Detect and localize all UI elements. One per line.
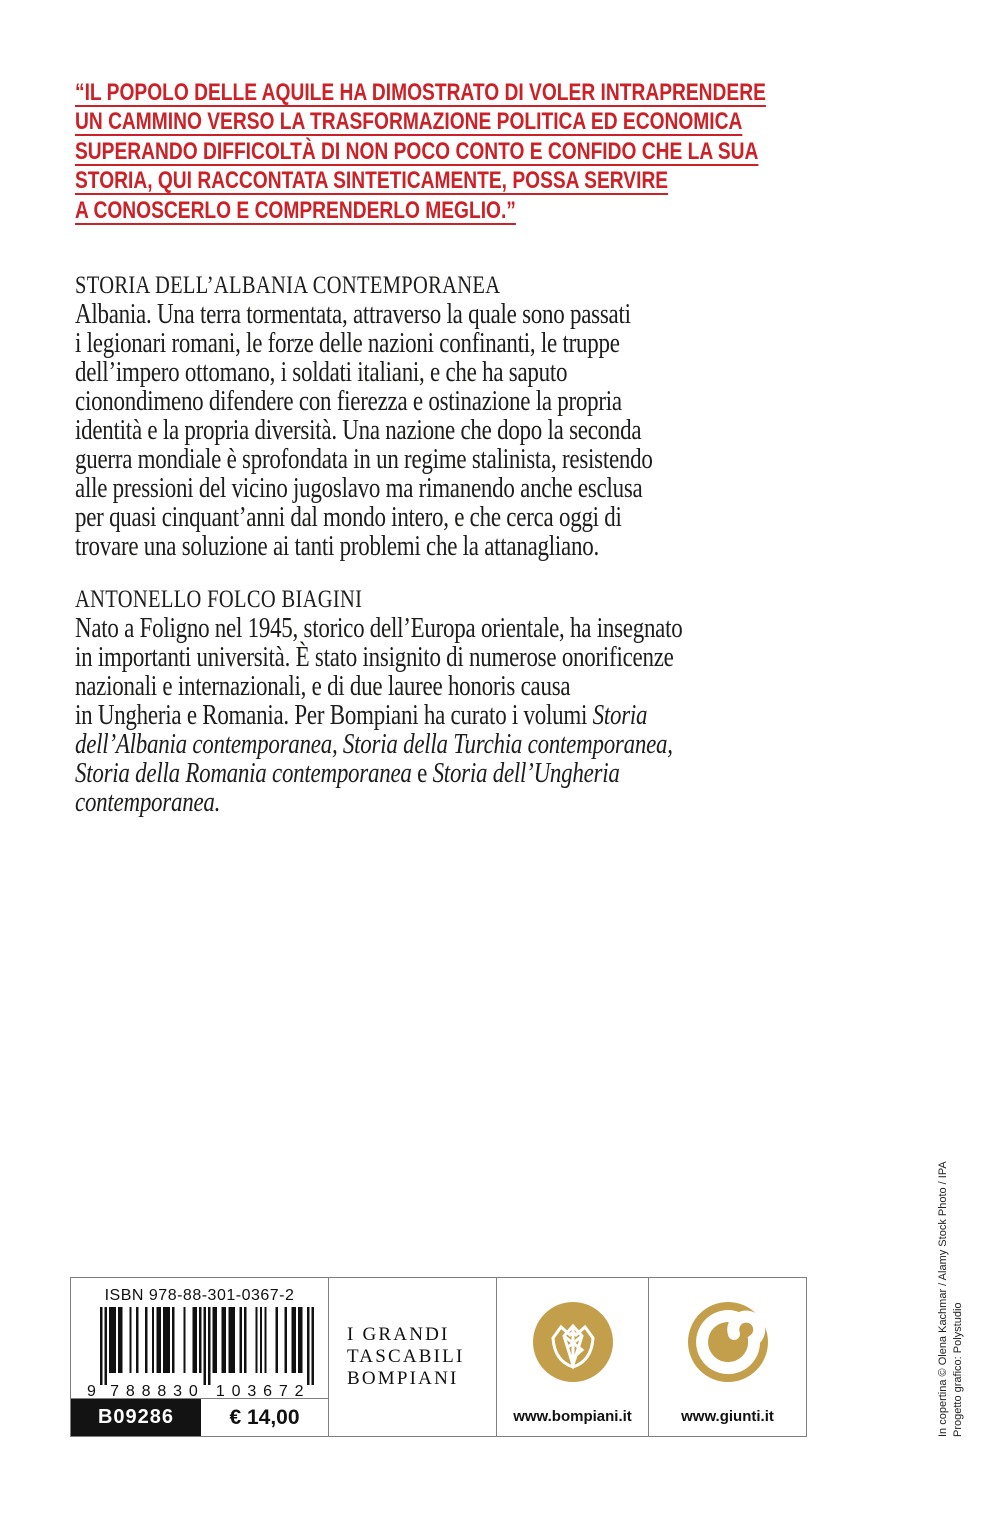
svg-text:8: 8 [125,1383,135,1398]
author-text [75,614,683,817]
footer-strip [70,1277,807,1437]
svg-text:3: 3 [246,1383,256,1398]
svg-text:8: 8 [141,1383,151,1398]
text-line: “IL POPOLO DELLE AQUILE HA DIMOSTRATO DI VOLER INTRAPRENDERE [75,79,766,106]
svg-text:1: 1 [215,1383,225,1398]
giunti-url: www.giunti.it [681,1408,774,1425]
ean-barcode [84,1307,316,1398]
text-line: dell’Albania contemporanea, Storia della Turchia contemporanea, [75,729,673,760]
svg-text:7: 7 [278,1383,288,1398]
giunti-cell [649,1278,806,1436]
credit-design: Progetto grafico: Polystudio [951,1302,964,1437]
svg-text:0: 0 [231,1383,241,1398]
product-code: B09286 [71,1399,201,1436]
text-line: in Ungheria e Romania. Per Bompiani ha curato i volumi Storia [75,700,648,731]
text-line: Nato a Foligno nel 1945, storico dell’Europa orientale, ha insegnato [75,613,683,644]
text-line: identità e la propria diversità. Una nazione che dopo la seconda [75,415,642,446]
text-line: UN CAMMINO VERSO LA TRASFORMAZIONE POLITICA ED ECONOMICA [75,108,743,136]
text-line: A CONOSCERLO E COMPRENDERLO MEGLIO.” [75,196,516,224]
svg-text:3: 3 [172,1383,182,1398]
author-heading: ANTONELLO FOLCO BIAGINI [75,586,363,613]
text-line: in importanti università. È stato insignito di numerose onorificenze [75,642,674,673]
synopsis-heading: STORIA DELL’ALBANIA CONTEMPORANEA [75,272,501,299]
bompiani-logo-icon [533,1302,613,1382]
text-line: TASCABILI [347,1346,465,1367]
svg-text:0: 0 [188,1383,198,1398]
text-line: dell’impero ottomano, i soldati italiani, e che ha saputo [75,357,568,388]
text-line: Storia della Romania contemporanea e Storia dell’Ungheria [75,758,620,789]
credit-photo: In copertina © Olena Kachmar / Alamy Stock Photo / IPA [937,1161,949,1437]
text-line: guerra mondiale è sprofondata in un regime stalinista, resistendo [75,444,653,475]
text-line: Albania. Una terra tormentata, attraverso la quale sono passati [75,299,631,330]
bompiani-url: www.bompiani.it [513,1408,632,1425]
text-line: nazionali e internazionali, e di due lauree honoris causa [75,671,571,702]
barcode-cell [71,1278,329,1436]
synopsis-block [75,271,653,561]
text-line: I GRANDI [347,1324,450,1345]
bompiani-cell [497,1278,649,1436]
text-line: BOMPIANI [347,1368,459,1389]
svg-text:6: 6 [262,1383,272,1398]
price: € 14,00 [201,1399,328,1436]
svg-text:7: 7 [109,1383,119,1398]
isbn-label: ISBN 978-88-301-0367-2 [104,1287,295,1304]
svg-text:9: 9 [86,1383,96,1398]
imprint-cell [329,1278,497,1436]
text-line: STORIA, QUI RACCONTATA SINTETICAMENTE, POSSA SERVIRE [75,167,669,195]
text-line: SUPERANDO DIFFICOLTÀ DI NON POCO CONTO E CONFIDO CHE LA SUA [75,137,759,165]
price-row [71,1398,328,1436]
text-line: trovare una soluzione ai tanti problemi che la attanagliano. [75,531,599,562]
text-line: alle pressioni del vicino jugoslavo ma rimanendo anche esclusa [75,473,643,504]
synopsis-text [75,300,653,561]
author-block [75,585,683,817]
text-line: cionondimeno difendere con fierezza e ostinazione la propria [75,386,622,417]
text-line: contemporanea. [75,787,221,818]
text-line: i legionari romani, le forze delle nazioni confinanti, le truppe [75,328,620,359]
cover-credits [936,1161,965,1437]
giunti-logo-icon [688,1302,768,1382]
text-line: per quasi cinquant’anni dal mondo intero, e che cerca oggi di [75,502,622,533]
svg-text:8: 8 [156,1383,166,1398]
svg-text:2: 2 [294,1383,304,1398]
quote-block [75,78,766,225]
